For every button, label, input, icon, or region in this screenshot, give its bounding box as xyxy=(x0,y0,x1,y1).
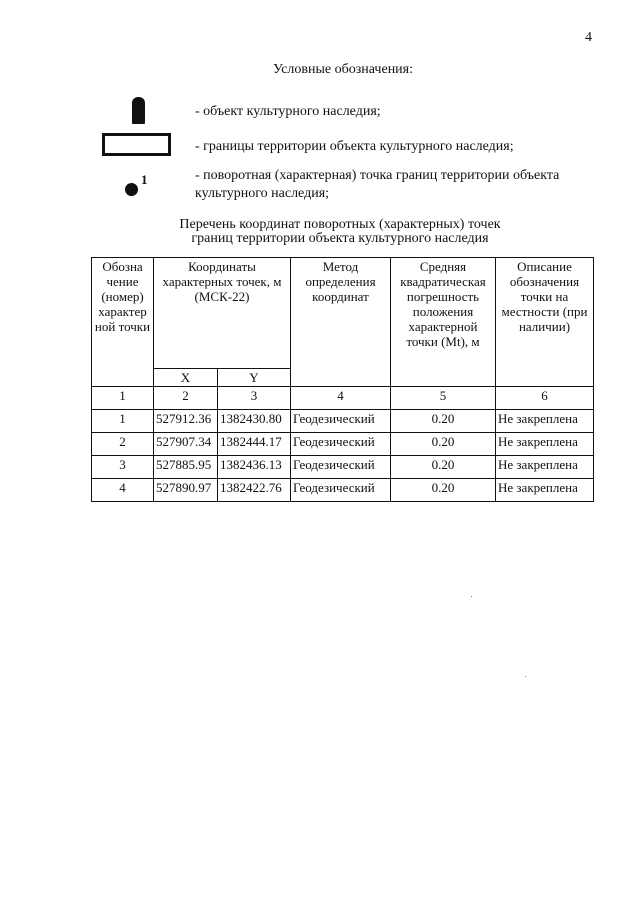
cell-method: Геодезический xyxy=(291,433,391,456)
cell-x: 527885.95 xyxy=(154,456,218,479)
scan-speck xyxy=(525,676,526,677)
table-title-line-1: Перечень координат поворотных (характерных) точек xyxy=(179,217,501,232)
cell-point: 4 xyxy=(92,479,154,502)
legend-title: Условные обозначения: xyxy=(272,62,414,77)
cell-point: 2 xyxy=(92,433,154,456)
column-number: 1 xyxy=(92,387,154,410)
turning-point-icon xyxy=(125,183,138,196)
header-coordinates: Координаты характерных точек, м (МСК-22) xyxy=(154,258,291,369)
legend-item-territory-border: - границы территории объекта культурного наследия; xyxy=(195,139,514,154)
cultural-heritage-object-icon xyxy=(132,97,145,124)
cell-method: Геодезический xyxy=(291,479,391,502)
turning-point-icon-label: 1 xyxy=(141,172,148,187)
header-error: Средняя квадратическая погрешность положения характерной точки (Mt), м xyxy=(391,258,496,387)
table-header-row xyxy=(92,258,594,369)
cell-point: 3 xyxy=(92,456,154,479)
cell-error: 0.20 xyxy=(391,410,496,433)
territory-border-icon xyxy=(102,133,171,156)
column-number: 6 xyxy=(496,387,594,410)
column-number-row xyxy=(92,387,594,410)
cell-description: Не закреплена xyxy=(496,433,594,456)
cell-y: 1382444.17 xyxy=(218,433,291,456)
cell-description: Не закреплена xyxy=(496,456,594,479)
table-title-line-2: границ территории объекта культурного наследия xyxy=(191,231,489,246)
table-row xyxy=(92,433,594,456)
cell-error: 0.20 xyxy=(391,479,496,502)
cell-y: 1382422.76 xyxy=(218,479,291,502)
cell-y: 1382430.80 xyxy=(218,410,291,433)
column-number: 2 xyxy=(154,387,218,410)
header-description: Описание обозначения точки на местности (при наличии) xyxy=(496,258,594,387)
table-row xyxy=(92,479,594,502)
column-number: 3 xyxy=(218,387,291,410)
cell-method: Геодезический xyxy=(291,410,391,433)
cell-error: 0.20 xyxy=(391,433,496,456)
header-y: Y xyxy=(218,369,291,387)
cell-y: 1382436.13 xyxy=(218,456,291,479)
header-designation: Обозна чение (номер) характер ной точки xyxy=(92,258,154,387)
cell-description: Не закреплена xyxy=(496,410,594,433)
cell-method: Геодезический xyxy=(291,456,391,479)
table-title xyxy=(170,218,510,246)
page-number: 4 xyxy=(585,30,592,45)
cell-x: 527907.34 xyxy=(154,433,218,456)
header-x: X xyxy=(154,369,218,387)
cell-description: Не закреплена xyxy=(496,479,594,502)
column-number: 4 xyxy=(291,387,391,410)
table-row xyxy=(92,410,594,433)
cell-x: 527912.36 xyxy=(154,410,218,433)
coordinates-table xyxy=(91,257,594,502)
table-row xyxy=(92,456,594,479)
cell-x: 527890.97 xyxy=(154,479,218,502)
header-method: Метод определения координат xyxy=(291,258,391,387)
column-number: 5 xyxy=(391,387,496,410)
cell-error: 0.20 xyxy=(391,456,496,479)
legend-item-cultural-heritage-object: - объект культурного наследия; xyxy=(195,104,381,119)
legend-item-turning-point: - поворотная (характерная) точка границ территории объекта культурного наследия; xyxy=(195,168,560,201)
scan-speck xyxy=(471,596,472,597)
cell-point: 1 xyxy=(92,410,154,433)
